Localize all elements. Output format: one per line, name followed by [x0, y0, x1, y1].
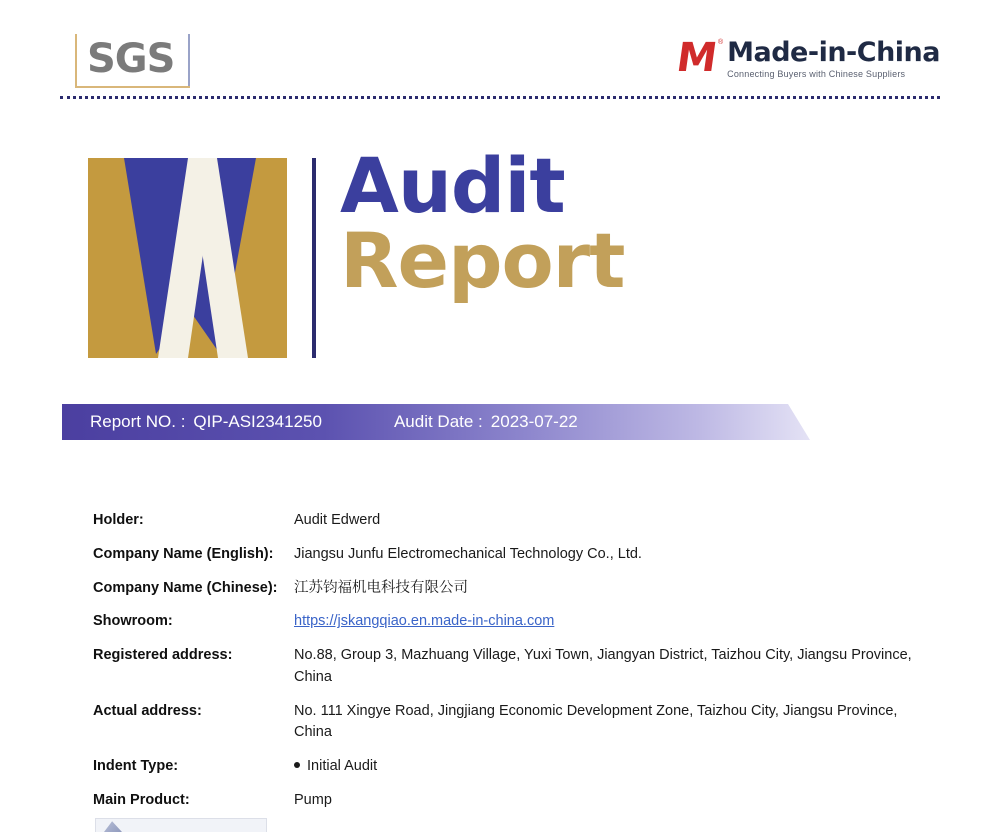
image-placeholder-icon [104, 820, 122, 832]
document-header [60, 22, 940, 94]
title-line-report: Report [340, 215, 625, 305]
info-row [93, 611, 913, 633]
made-in-china-wordmark [727, 39, 940, 79]
info-value-indent-type [294, 756, 913, 778]
info-row [93, 645, 913, 689]
made-in-china-mark-letter: M [673, 35, 718, 81]
made-in-china-logo [673, 34, 940, 84]
sgs-logo-text: SGS [87, 36, 175, 82]
sgs-logo-underline [75, 86, 190, 88]
report-no-label: Report NO. : [90, 412, 186, 431]
info-value-main-product: Pump [294, 791, 332, 808]
info-row [93, 756, 913, 778]
report-summary-bar [62, 404, 810, 440]
photo-thumbnail-partial [95, 818, 267, 832]
title-divider [312, 158, 316, 358]
info-label-showroom: Showroom: [93, 613, 173, 630]
made-in-china-title: Made-in-China [727, 37, 940, 68]
info-value-registered-address: No.88, Group 3, Mazhuang Village, Yuxi Town, Jiangyan District, Taizhou City, Jiangsu Province, China [294, 647, 912, 685]
indent-type-text: Initial Audit [307, 758, 378, 774]
info-row [93, 578, 913, 600]
header-divider [60, 96, 940, 99]
info-row [93, 790, 913, 812]
showroom-link[interactable]: https://jskangqiao.en.made-in-china.com [294, 613, 555, 630]
report-bar-corner [788, 404, 810, 440]
info-label-indent-type: Indent Type: [93, 758, 179, 774]
sgs-logo-right-bar [188, 34, 190, 86]
info-value-company-name-english: Jiangsu Junfu Electromechanical Technology Co., Ltd. [294, 545, 642, 562]
info-value-actual-address: No. 111 Xingye Road, Jingjiang Economic Development Zone, Taizhou City, Jiangsu Province, China [294, 702, 898, 741]
made-in-china-subtitle: Connecting Buyers with Chinese Suppliers [727, 69, 906, 79]
audit-date-value: 2023-07-22 [490, 412, 578, 431]
sgs-logo-left-bar [75, 34, 77, 86]
bullet-icon [294, 762, 300, 768]
info-label-registered-address: Registered address: [93, 647, 233, 663]
sgs-logo [75, 32, 205, 88]
info-row [93, 510, 913, 532]
title-line-audit: Audit [340, 141, 565, 230]
info-value-holder: Audit Edwerd [294, 512, 381, 528]
info-label-company-name-chinese: Company Name (Chinese): [93, 579, 278, 596]
info-label-company-name-english: Company Name (English): [93, 545, 274, 562]
info-label-actual-address: Actual address: [93, 702, 202, 719]
info-value-company-name-chinese: 江苏钧福机电科技有限公司 [294, 579, 468, 596]
info-row [93, 701, 913, 745]
report-no-value: QIP-ASI2341250 [193, 412, 322, 431]
audit-date-label: Audit Date : [393, 412, 483, 431]
company-info-table [93, 510, 913, 824]
info-label-main-product: Main Product: [93, 791, 190, 808]
audit-logo-icon [88, 158, 287, 358]
registered-trademark-icon: ® [717, 39, 724, 46]
document-title [340, 141, 625, 305]
made-in-china-mark-icon [673, 35, 724, 81]
info-row [93, 544, 913, 566]
info-label-holder: Holder: [93, 512, 144, 528]
